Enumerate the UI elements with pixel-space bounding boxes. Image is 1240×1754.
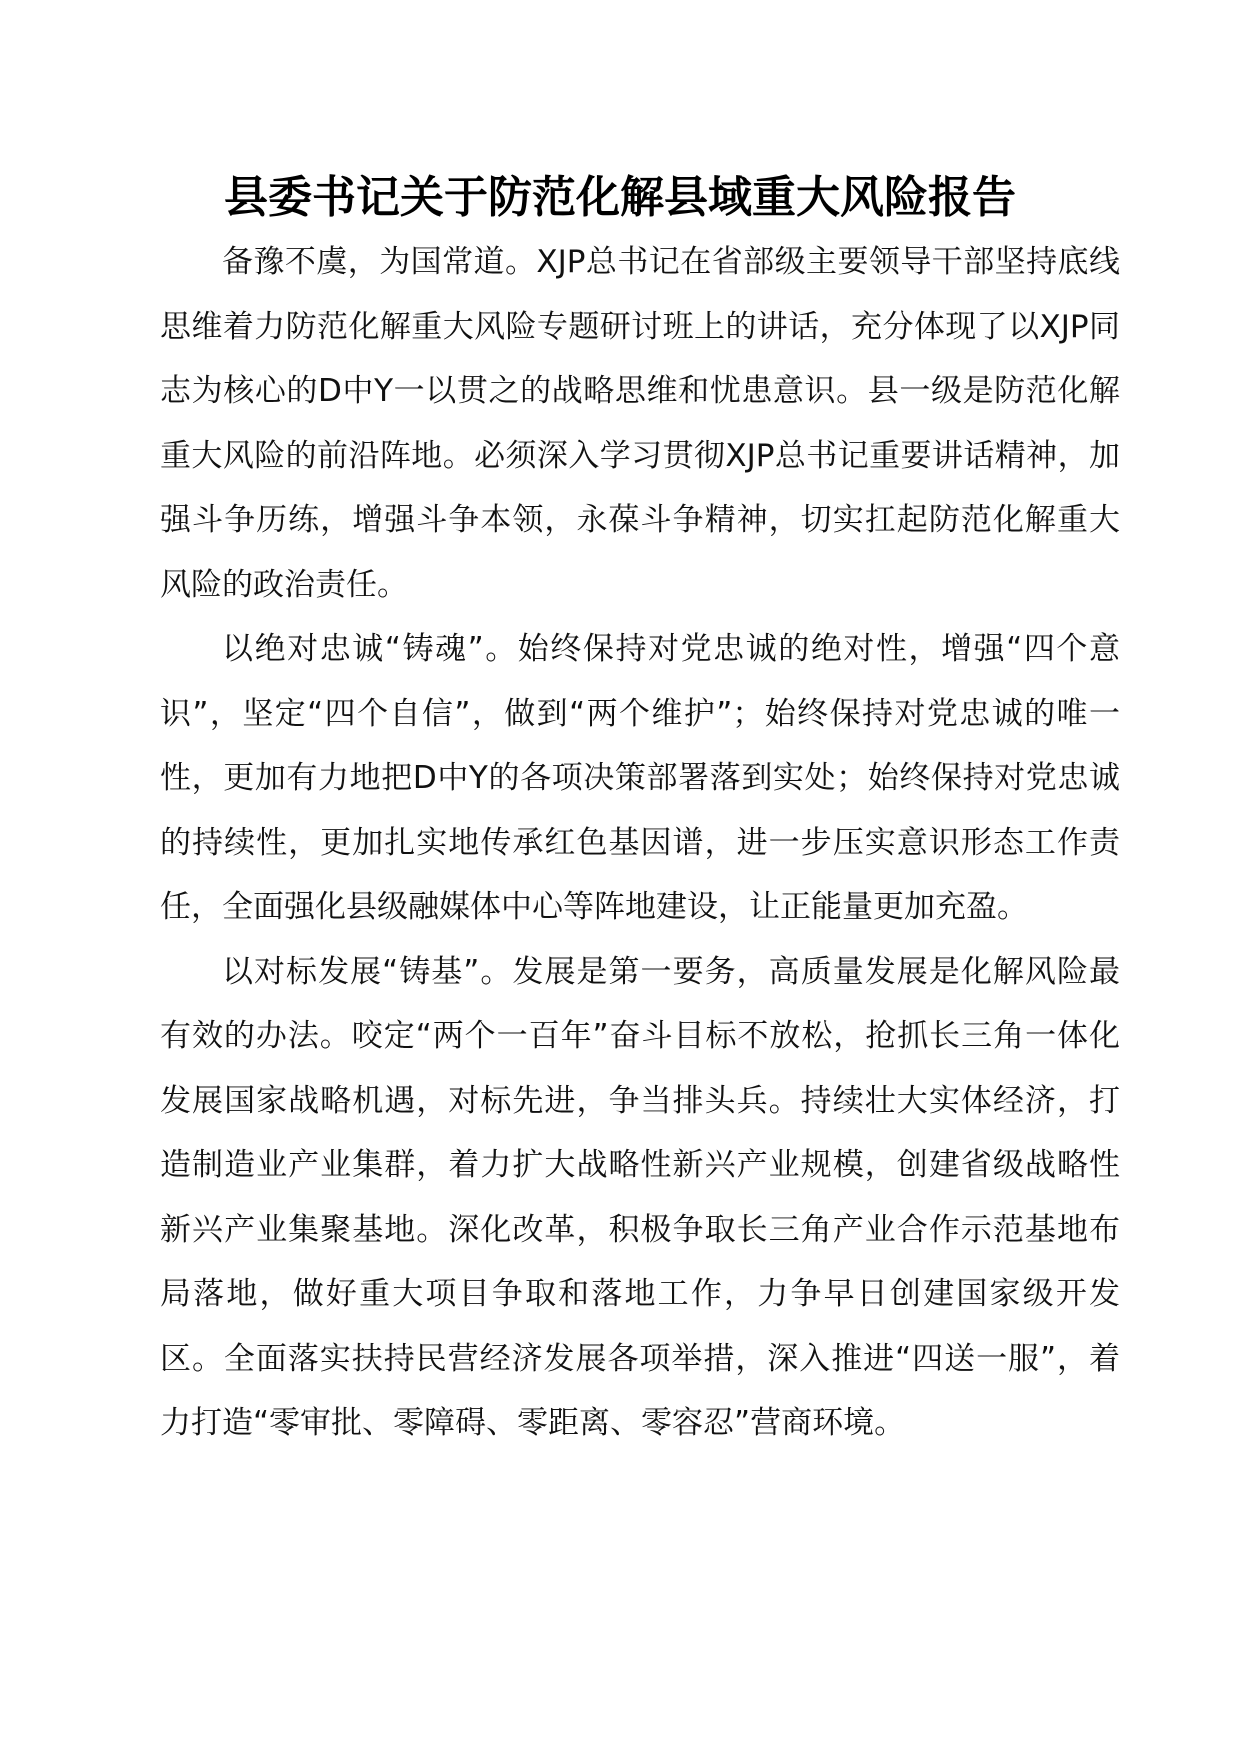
paragraph-loyalty: 以绝对忠诚“铸魂”。始终保持对党忠诚的绝对性，增强“四个意识”，坚定“四个自信”，做到“两个维护”；始终保持对党忠诚的唯一性，更加有力地把D中Y的各项决策部署落到实处；始终保持对党忠诚的持续性，更加扎实地传承红色基因谱，进一步压实意识形态工作责任，全面强化县级融媒体中心等阵地建设，让正能量更加充盈。 (160, 631, 1120, 925)
paragraph-intro: 备豫不虞，为国常道。XJP总书记在省部级主要领导干部坚持底线思维着力防范化解重大风险专题研讨班上的讲话，充分体现了以XJP同志为核心的D中Y一以贯之的战略思维和忧患意识。县一级是防范化解重大风险的前沿阵地。必须深入学习贯彻XJP总书记重要讲话精神，加强斗争历练，增强斗争本领，永葆斗争精神，切实扛起防范化解重大风险的政治责任。 (160, 244, 1120, 603)
paragraph-development: 以对标发展“铸基”。发展是第一要务，高质量发展是化解风险最有效的办法。咬定“两个一百年”奋斗目标不放松，抢抓长三角一体化发展国家战略机遇，对标先进，争当排头兵。持续壮大实体经济，打造制造业产业集群，着力扩大战略性新兴产业规模，创建省级战略性新兴产业集聚基地。深化改革，积极争取长三角产业合作示范基地布局落地，做好重大项目争取和落地工作，力争早日创建国家级开发区。全面落实扶持民营经济发展各项举措，深入推进“四送一服”，着力打造“零审批、零障碍、零距离、零容忍”营商环境。 (160, 953, 1120, 1441)
document-body (160, 230, 1120, 1456)
document-title: 县委书记关于防范化解县域重大风险报告 (224, 172, 1016, 223)
